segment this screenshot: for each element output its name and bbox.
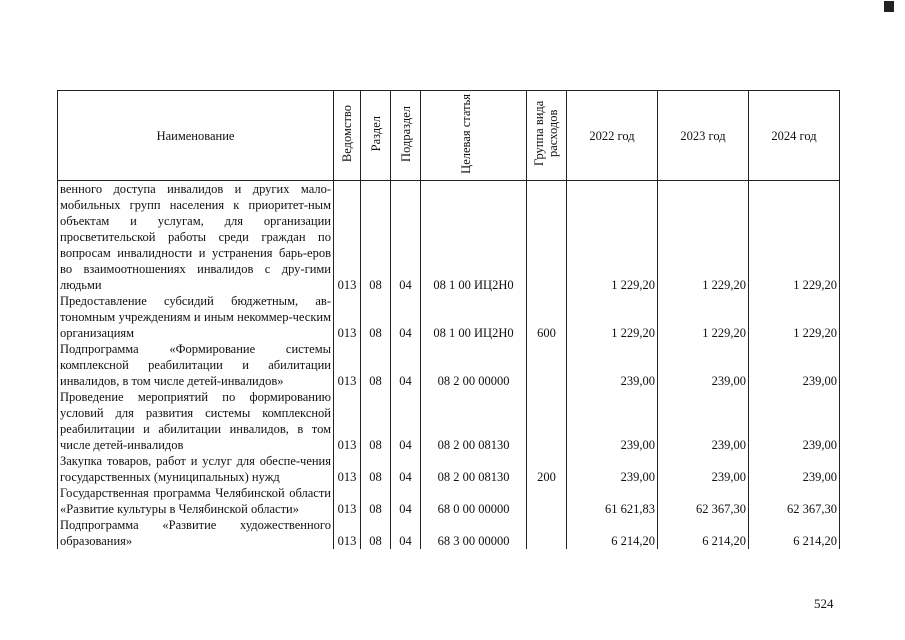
row-section: 08 <box>361 293 391 341</box>
row-expense-group <box>527 485 567 517</box>
table-row <box>58 517 840 549</box>
row-amount-2023: 1 229,20 <box>658 181 749 294</box>
row-section: 08 <box>361 181 391 294</box>
row-amount-2023: 6 214,20 <box>658 517 749 549</box>
row-target-article: 68 3 00 00000 <box>421 517 527 549</box>
row-amount-2023: 1 229,20 <box>658 293 749 341</box>
row-name: Предоставление субсидий бюджетным, ав-тономным учреждениям и иным некоммер-ческим организациям <box>58 293 334 341</box>
row-amount-2023: 239,00 <box>658 341 749 389</box>
row-department: 013 <box>334 517 361 549</box>
row-expense-group <box>527 517 567 549</box>
row-name: Закупка товаров, работ и услуг для обеспе-чения государственных (муниципальных) нужд <box>58 453 334 485</box>
page-number: 524 <box>814 596 834 611</box>
header-section: Раздел <box>361 91 391 181</box>
row-expense-group <box>527 389 567 453</box>
row-section: 08 <box>361 517 391 549</box>
scan-corner-mark <box>884 1 894 12</box>
row-section: 08 <box>361 341 391 389</box>
row-name: венного доступа инвалидов и других мало-мобильных групп населения к приоритет-ным объектам и услугам, для организации просветительской работы среди граждан по вопросам инвалидности и устранения барь-еров во взаимоотношениях инвалидов с дру-гими людьми <box>58 181 334 294</box>
header-expense-group: Группа вида расходов <box>527 91 567 181</box>
row-subsection: 04 <box>391 389 421 453</box>
header-year-2022: 2022 год <box>567 91 658 181</box>
row-amount-2024: 239,00 <box>749 389 840 453</box>
row-amount-2022: 239,00 <box>567 453 658 485</box>
table-row <box>58 453 840 485</box>
row-amount-2022: 1 229,20 <box>567 181 658 294</box>
row-expense-group: 600 <box>527 293 567 341</box>
row-department: 013 <box>334 181 361 294</box>
row-amount-2022: 1 229,20 <box>567 293 658 341</box>
row-name: Государственная программа Челябинской области «Развитие культуры в Челябинской области» <box>58 485 334 517</box>
row-section: 08 <box>361 389 391 453</box>
row-section: 08 <box>361 485 391 517</box>
row-subsection: 04 <box>391 517 421 549</box>
table-header-row <box>58 91 840 181</box>
row-target-article: 68 0 00 00000 <box>421 485 527 517</box>
row-subsection: 04 <box>391 453 421 485</box>
row-department: 013 <box>334 293 361 341</box>
row-target-article: 08 1 00 ИЦ2Н0 <box>421 293 527 341</box>
row-amount-2023: 239,00 <box>658 389 749 453</box>
header-year-2024: 2024 год <box>749 91 840 181</box>
header-department: Ведомство <box>334 91 361 181</box>
row-amount-2022: 239,00 <box>567 341 658 389</box>
row-amount-2023: 62 367,30 <box>658 485 749 517</box>
table-row <box>58 389 840 453</box>
table-row <box>58 341 840 389</box>
header-year-2023: 2023 год <box>658 91 749 181</box>
row-amount-2024: 239,00 <box>749 453 840 485</box>
row-subsection: 04 <box>391 341 421 389</box>
row-expense-group <box>527 341 567 389</box>
row-amount-2022: 6 214,20 <box>567 517 658 549</box>
row-subsection: 04 <box>391 181 421 294</box>
row-section: 08 <box>361 453 391 485</box>
header-target-article: Целевая статья <box>421 91 527 181</box>
row-expense-group <box>527 181 567 294</box>
row-department: 013 <box>334 341 361 389</box>
row-amount-2024: 6 214,20 <box>749 517 840 549</box>
row-target-article: 08 2 00 08130 <box>421 453 527 485</box>
table-row <box>58 181 840 294</box>
row-subsection: 04 <box>391 293 421 341</box>
table-row <box>58 293 840 341</box>
row-target-article: 08 1 00 ИЦ2Н0 <box>421 181 527 294</box>
budget-table <box>57 90 840 549</box>
row-department: 013 <box>334 389 361 453</box>
row-amount-2023: 239,00 <box>658 453 749 485</box>
row-amount-2022: 61 621,83 <box>567 485 658 517</box>
row-amount-2024: 239,00 <box>749 341 840 389</box>
header-subsection: Подраздел <box>391 91 421 181</box>
header-name: Наименование <box>58 91 334 181</box>
row-amount-2024: 62 367,30 <box>749 485 840 517</box>
row-name: Подпрограмма «Развитие художественного образования» <box>58 517 334 549</box>
row-name: Проведение мероприятий по формированию условий для развития системы комплексной реабилитации и абилитации инвалидов, в том числе детей-инвалидов <box>58 389 334 453</box>
row-target-article: 08 2 00 00000 <box>421 341 527 389</box>
row-name: Подпрограмма «Формирование системы комплексной реабилитации и абилитации инвалидов, в том числе детей-инвалидов» <box>58 341 334 389</box>
row-amount-2024: 1 229,20 <box>749 181 840 294</box>
row-department: 013 <box>334 485 361 517</box>
row-subsection: 04 <box>391 485 421 517</box>
row-amount-2022: 239,00 <box>567 389 658 453</box>
table-row <box>58 485 840 517</box>
row-expense-group: 200 <box>527 453 567 485</box>
row-amount-2024: 1 229,20 <box>749 293 840 341</box>
row-target-article: 08 2 00 08130 <box>421 389 527 453</box>
row-department: 013 <box>334 453 361 485</box>
